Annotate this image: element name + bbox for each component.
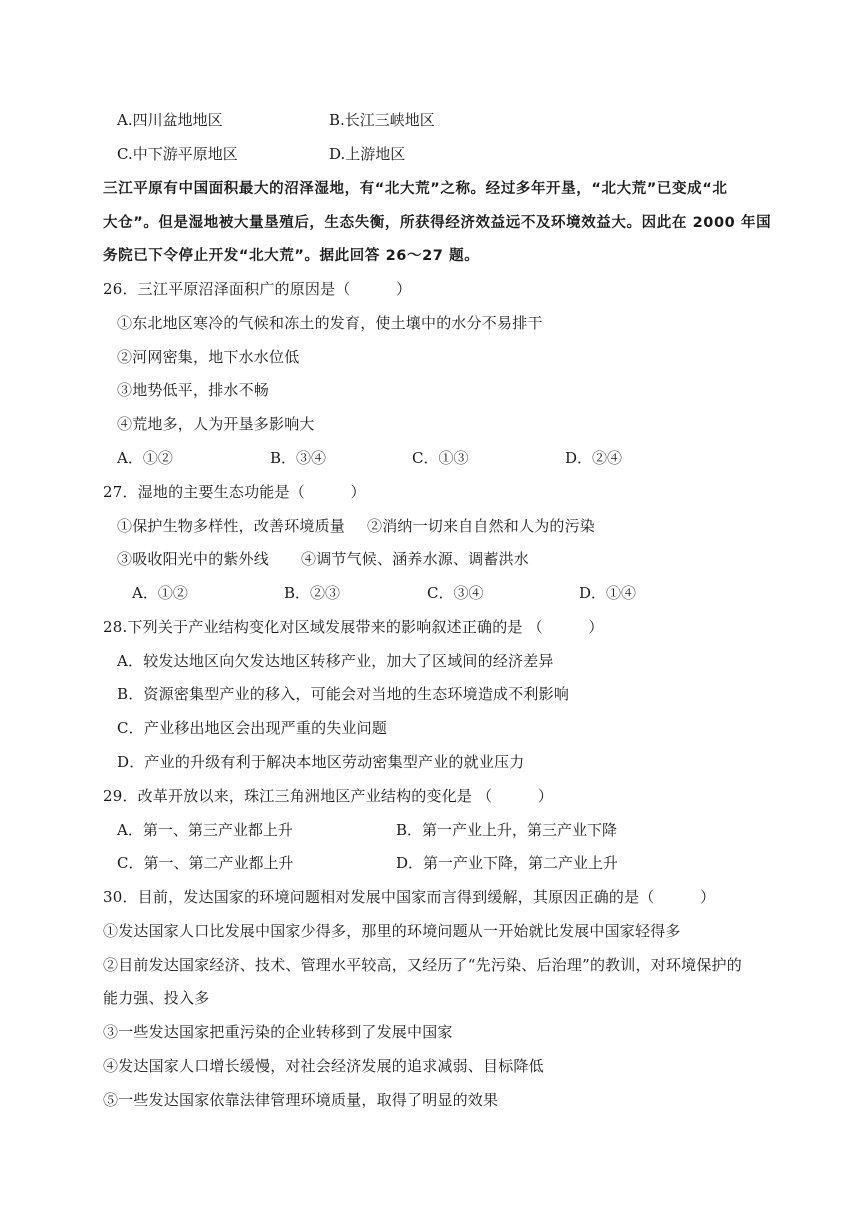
q27-statement-2: ②消纳一切来自自然和人为的污染	[367, 517, 596, 535]
q28-option-c: C．产业移出地区会出现严重的失业问题	[117, 719, 388, 737]
q28-option-d: D．产业的升级有利于解决本地区劳动密集型产业的就业压力	[117, 753, 525, 771]
q30-statement-2-continued: 能力强、投入多	[103, 989, 210, 1007]
q29-option-d: D．第一产业下降，第二产业上升	[396, 854, 619, 872]
passage-line-1: 三江平原有中国面积最大的沼泽湿地，有“北大荒”之称。经过多年开垦，“北大荒”已变成“北	[103, 181, 728, 197]
q29-stem: 29．改革开放以来，珠江三角洲地区产业结构的变化是 （ ）	[103, 787, 554, 805]
q26-statement-2: ②河网密集，地下水水位低	[117, 348, 300, 366]
q28-stem: 28.下列关于产业结构变化对区域发展带来的影响叙述正确的是 （ ）	[103, 618, 604, 636]
q28-option-b: B．资源密集型产业的移入，可能会对当地的生态环境造成不利影响	[117, 685, 570, 703]
q27-option-c: C．③④	[427, 584, 484, 602]
q26-stem: 26．三江平原沼泽面积广的原因是（ ）	[103, 280, 412, 298]
q30-statement-1: ①发达国家人口比发展中国家少得多，那里的环境问题从一开始就比发展中国家轻得多	[103, 922, 681, 940]
q30-statement-4: ④发达国家人口增长缓慢，对社会经济发展的追求减弱、目标降低	[103, 1057, 544, 1075]
q26-option-d: D．②④	[565, 449, 623, 467]
q26-statement-3: ③地势低平，排水不畅	[117, 381, 270, 399]
q25-option-c: C.中下游平原地区	[117, 145, 238, 163]
q27-option-a: A．①②	[132, 584, 188, 602]
q29-option-b: B．第一产业上升，第三产业下降	[396, 821, 618, 839]
q26-statement-1: ①东北地区寒冷的气候和冻土的发育，使土壤中的水分不易排干	[117, 314, 543, 332]
q29-option-a: A．第一、第三产业都上升	[117, 821, 293, 839]
q27-statement-4: ④调节气候、涵养水源、调蓄洪水	[301, 550, 530, 568]
q29-option-c: C．第一、第二产业都上升	[117, 854, 294, 872]
passage-line-3: 务院已下令停止开发“北大荒”。据此回答 26～27 题。	[103, 248, 480, 264]
q26-option-b: B．③④	[270, 449, 327, 467]
q30-stem: 30．目前，发达国家的环境问题相对发展中国家而言得到缓解，其原因正确的是（ ）	[103, 888, 716, 906]
q27-option-b: B．②③	[284, 584, 341, 602]
q27-option-d: D．①④	[579, 584, 637, 602]
q27-statement-3: ③吸收阳光中的紫外线	[117, 550, 270, 568]
q28-option-a: A．较发达地区向欠发达地区转移产业，加大了区域间的经济差异	[117, 652, 554, 670]
q27-stem: 27．湿地的主要生态功能是（ ）	[103, 483, 366, 501]
q30-statement-3: ③一些发达国家把重污染的企业转移到了发展中国家	[103, 1023, 453, 1041]
q25-option-b: B.长江三峡地区	[329, 111, 435, 129]
q30-statement-5: ⑤一些发达国家依靠法律管理环境质量，取得了明显的效果	[103, 1091, 499, 1109]
q25-option-d: D.上游地区	[329, 145, 406, 163]
passage-line-2: 大仓”。但是湿地被大量垦殖后，生态失衡，所获得经济效益远不及环境效益大。因此在 2000 年国	[103, 215, 772, 231]
q25-option-a: A.四川盆地地区	[117, 111, 223, 129]
q26-option-c: C．①③	[412, 449, 469, 467]
q26-statement-4: ④荒地多，人为开垦多影响大	[117, 415, 315, 433]
q30-statement-2: ②目前发达国家经济、技术、管理水平较高，又经历了“先污染、后治理”的教训，对环境保护的	[103, 956, 742, 974]
q26-option-a: A．①②	[117, 449, 173, 467]
q27-statement-1: ①保护生物多样性，改善环境质量	[117, 517, 346, 535]
